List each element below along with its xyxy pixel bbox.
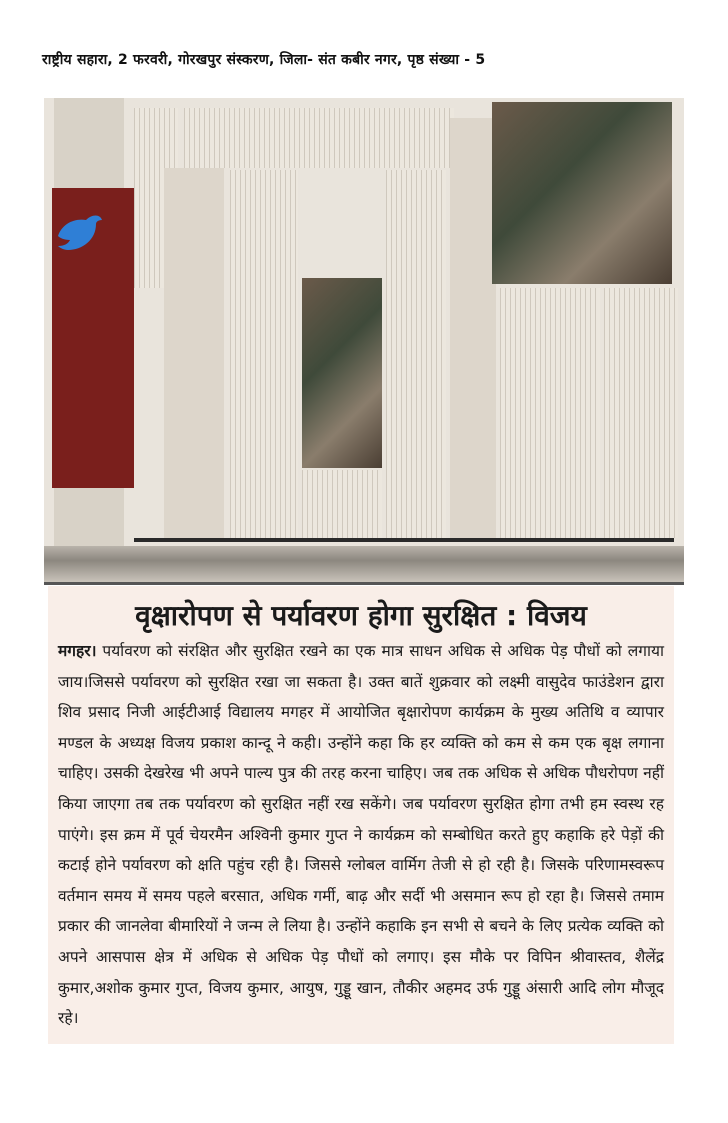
page-fold-line <box>134 538 674 542</box>
article-title: वृक्षारोपण से पर्यावरण होगा सुरक्षित : विजय <box>135 599 587 632</box>
article-text: पर्यावरण को संरक्षित और सुरक्षित रखने का एक मात्र साधन अधिक से अधिक पेड़ पौधों को लगाया जाय।जिससे पर्यावरण को सुरक्षित रखा जा सकता है। उक्त बातें शुक्रवार को लक्ष्मी वासुदेव फाउंडेशन द्वारा शिव प्रसाद निजी आईटीआई विद्यालय मगहर में आयोजित बृक्षारोपण कार्यक्रम के मुख्य अतिथि व व्यापार मण्डल के अध्यक्ष विजय प्रकाश कान्दू ने कही। उन्होंने कहा कि हर व्यक्ति को कम से कम एक बृक्ष लगाना चाहिए। उसकी देखरेख भी अपने पाल्य पुत्र की तरह करना चाहिए। जब तक अधिक से अधिक पौधरोपण नहीं किया जाएगा तब तक पर्यावरण को सुरक्षित नहीं रख सकेंगे। जब पर्यावरण सुरक्षित होगा तभी हम स्वस्थ रह पाएंगे। इस क्रम में पूर्व चेयरमैन अश्विनी कुमार गुप्त ने कार्यक्रम को सम्बोधित करते हुए कहाकि हरे पेड़ों की कटाई होने पर्यावरण को क्षति पहुंच रही है। जिससे ग्लोबल वार्मिग तेजी से हो रही है। जिसके परिणामस्वरूप वर्तमान समय में समय पहले बरसात, अधिक गर्मी, बाढ़ और सर्दी भी असमान रूप हो रहा है। जिससे तमाम प्रकार की जानलेवा बीमारियों ने जन्म ले लिया है। उन्होंने कहाकि इन सभी से बचने के लिए प्रत्येक व्यक्ति को अपने आसपास क्षेत्र में अधिक से अधिक पेड़ पौधों को लगाए। इस मौके पर विपिन श्रीवास्तव, शैलेंद्र कुमार,अशोक कुमार गुप्त, विजय कुमार, आयुष, गुड्डू खान, तौकीर अहमद उर्फ गुड्डू अंसारी आदि लोग मौजूद रहे। <box>58 642 664 1028</box>
text-column <box>302 470 382 540</box>
headline-band <box>164 168 224 538</box>
publication-header: राष्ट्रीय सहारा, 2 फरवरी, गोरखपुर संस्करण, जिला- संत कबीर नगर, पृष्ठ संख्या - 5 <box>42 52 486 68</box>
text-column <box>184 108 454 168</box>
text-column <box>500 288 600 538</box>
newspaper-page-photo <box>44 98 684 585</box>
inset-photo <box>302 278 382 468</box>
article-clipping <box>48 586 674 1044</box>
article-body <box>58 636 664 1034</box>
headline-band <box>450 118 496 538</box>
page-edge <box>44 546 684 582</box>
bird-logo-icon <box>52 206 106 260</box>
text-column <box>604 288 678 538</box>
text-column <box>386 170 446 540</box>
inset-photo <box>492 102 672 284</box>
text-column <box>230 170 298 540</box>
article-dateline: मगहर। <box>58 642 97 660</box>
